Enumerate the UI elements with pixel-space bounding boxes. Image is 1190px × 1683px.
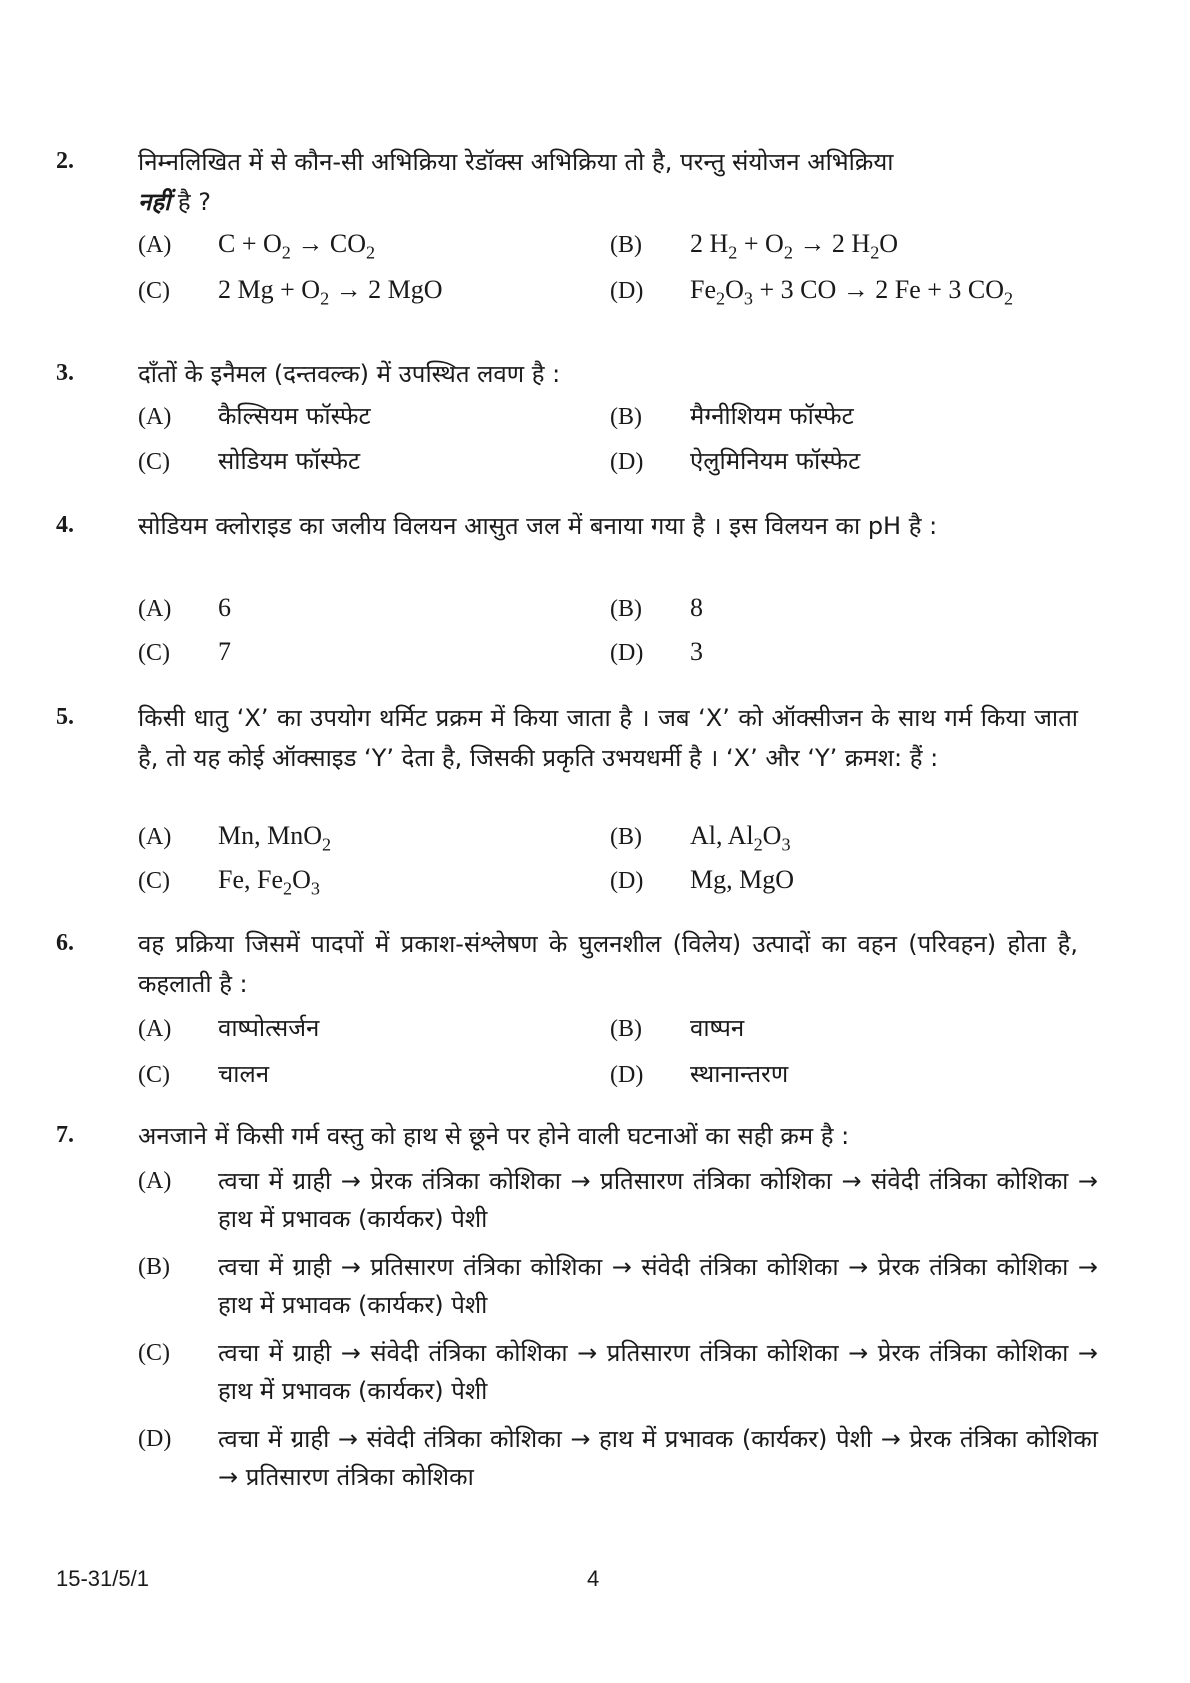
option-label: (C) <box>138 1062 170 1088</box>
option-text: त्वचा में ग्राही → प्रतिसारण तंत्रिका कोशिका → संवेदी तंत्रिका कोशिका → प्रेरक तंत्रिका कोशिका → हाथ में प्रभावक (कार्यकर) पेशी <box>218 1253 1098 1319</box>
option-text: 8 <box>690 593 703 622</box>
question-number: 4. <box>56 512 74 538</box>
question-number: 5. <box>56 704 74 730</box>
option-text: ऐलुमिनियम फॉस्फेट <box>690 447 861 475</box>
option-a[interactable] <box>138 1012 319 1045</box>
question-text <box>138 142 1078 222</box>
option-formula: Mg, MgO <box>690 865 795 894</box>
option-label: (A) <box>138 1016 172 1042</box>
option-c[interactable] <box>138 1058 269 1091</box>
option-label: (A) <box>138 596 172 622</box>
option-d[interactable] <box>138 1420 1098 1496</box>
option-b[interactable] <box>610 820 791 853</box>
option-d[interactable] <box>610 864 794 897</box>
option-text: त्वचा में ग्राही → प्रेरक तंत्रिका कोशिका → प्रतिसारण तंत्रिका कोशिका → संवेदी तंत्रिका कोशिका → हाथ में प्रभावक (कार्यकर) पेशी <box>218 1167 1098 1233</box>
option-c[interactable] <box>138 445 360 478</box>
option-text: 6 <box>218 593 231 622</box>
option-equation: 2 $H_2 + O_2 \to 2$ $H_2O$ <box>690 229 899 263</box>
option-label: (B) <box>138 1254 170 1280</box>
paper-code: 15-31/5/1 <box>56 1566 149 1591</box>
option-label: (C) <box>138 868 170 894</box>
option-label: (D) <box>610 868 644 894</box>
option-text: वाष्पन <box>690 1014 745 1042</box>
option-c[interactable] <box>138 274 443 307</box>
option-b[interactable] <box>138 1248 1098 1324</box>
option-label: (D) <box>610 278 644 304</box>
option-text: चालन <box>218 1060 270 1088</box>
option-text: त्वचा में ग्राही → संवेदी तंत्रिका कोशिका → प्रतिसारण तंत्रिका कोशिका → प्रेरक तंत्रिका कोशिका → हाथ में प्रभावक (कार्यकर) पेशी <box>218 1339 1098 1405</box>
option-b[interactable] <box>610 400 854 433</box>
question-text: किसी धातु ‘X’ का उपयोग थर्मिट प्रक्रम में किया जाता है । जब ‘X’ को ऑक्सीजन के साथ गर्म किया जाता है, तो यह कोई ऑक्साइड ‘Y’ देता है, जिसकी प्रकृति उभयधर्मी है । ‘X’ और ‘Y’ क्रमश: हैं : <box>138 704 1078 772</box>
question-text: दाँतों के इनैमल (दन्तवल्क) में उपस्थित लवण है : <box>138 360 561 388</box>
option-text: स्थानान्तरण <box>690 1060 789 1088</box>
question-text: अनजाने में किसी गर्म वस्तु को हाथ से छूने पर होने वाली घटनाओं का सही क्रम है : <box>138 1122 850 1150</box>
question-text-main: निम्नलिखित में से कौन-सी अभिक्रिया रेडॉक्स अभिक्रिया तो है, परन्तु संयोजन अभिक्रिया <box>138 148 894 176</box>
page-number: 4 <box>587 1566 600 1591</box>
question-number: 2. <box>56 148 74 174</box>
option-text: सोडियम फॉस्फेट <box>218 447 361 475</box>
option-label: (D) <box>138 1426 172 1452</box>
option-d[interactable] <box>610 1058 788 1091</box>
option-text: वाष्पोत्सर्जन <box>218 1014 320 1042</box>
option-text: 7 <box>218 637 231 666</box>
option-label: (D) <box>610 449 644 475</box>
option-label: (A) <box>138 232 172 258</box>
option-equation: $Fe_2O_3 + 3$ CO → 2 Fe + 3 $CO_2$ <box>690 275 1014 309</box>
option-formula: Mn, MnO$_2$ <box>218 821 332 855</box>
option-a[interactable] <box>138 820 331 853</box>
emphasis-not: नहीं <box>138 188 171 216</box>
option-d[interactable] <box>610 445 860 478</box>
option-a[interactable] <box>138 592 231 625</box>
option-label: (B) <box>610 404 642 430</box>
option-b[interactable] <box>610 228 898 261</box>
option-label: (A) <box>138 824 172 850</box>
option-label: (B) <box>610 232 642 258</box>
option-text: कैल्सियम फॉस्फेट <box>218 402 371 430</box>
option-equation: $C + O_2 \to CO_2$ <box>218 229 376 263</box>
option-label: (D) <box>610 640 644 666</box>
option-text: त्वचा में ग्राही → संवेदी तंत्रिका कोशिका → हाथ में प्रभावक (कार्यकर) पेशी → प्रेरक तंत्रिका कोशिका → प्रतिसारण तंत्रिका कोशिका <box>218 1425 1098 1491</box>
option-label: (B) <box>610 596 642 622</box>
question-text: सोडियम क्लोराइड का जलीय विलयन आसुत जल में बनाया गया है । इस विलयन का pH है : <box>138 512 938 540</box>
question-number: 6. <box>56 930 74 956</box>
option-equation: 2 $Mg + O_2 \to 2$ MgO <box>218 275 443 309</box>
question-text: वह प्रक्रिया जिसमें पादपों में प्रकाश-संश्लेषण के घुलनशील (विलेय) उत्पादों का वहन (परिवहन) होता है, कहलाती है : <box>138 930 1078 998</box>
option-label: (C) <box>138 278 170 304</box>
option-d[interactable] <box>610 274 1013 307</box>
option-text: मैग्नीशियम फॉस्फेट <box>690 402 854 430</box>
option-b[interactable] <box>610 592 703 625</box>
option-label: (C) <box>138 640 170 666</box>
option-text: 3 <box>690 637 703 666</box>
option-label: (C) <box>138 449 170 475</box>
option-d[interactable] <box>610 636 703 669</box>
option-label: (B) <box>610 824 642 850</box>
option-formula: Fe, $Fe_2O_3$ <box>218 865 320 899</box>
option-label: (C) <box>138 1340 170 1366</box>
option-a[interactable] <box>138 228 375 261</box>
option-label: (B) <box>610 1016 642 1042</box>
question-text-end: है ? <box>170 188 212 216</box>
option-label: (D) <box>610 1062 644 1088</box>
option-a[interactable] <box>138 1162 1098 1238</box>
option-label: (A) <box>138 1168 172 1194</box>
option-label: (A) <box>138 404 172 430</box>
question-number: 3. <box>56 360 74 386</box>
option-a[interactable] <box>138 400 371 433</box>
option-c[interactable] <box>138 636 231 669</box>
option-formula: Al, $Al_2O_3$ <box>690 821 791 855</box>
question-number: 7. <box>56 1122 74 1148</box>
option-c[interactable] <box>138 864 320 897</box>
option-c[interactable] <box>138 1334 1098 1410</box>
option-b[interactable] <box>610 1012 744 1045</box>
